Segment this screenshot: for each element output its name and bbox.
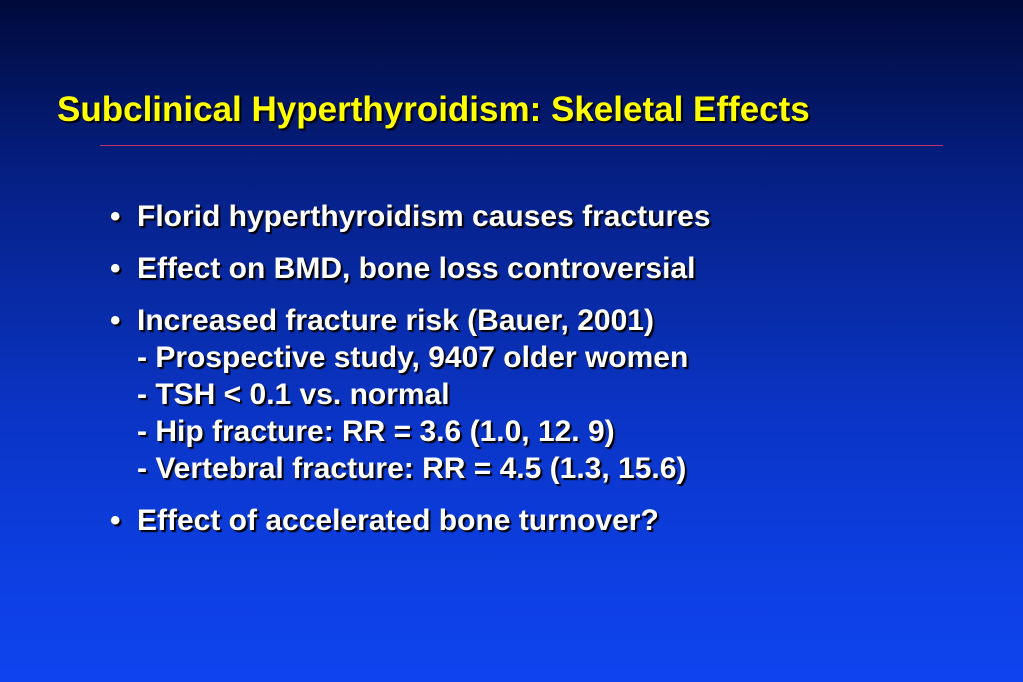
bullet-icon: • xyxy=(110,252,121,285)
bullet-item xyxy=(110,302,711,487)
bullet-icon: • xyxy=(110,504,121,537)
bullet-item xyxy=(110,198,711,235)
bullet-item xyxy=(110,502,711,539)
bullet-icon: • xyxy=(110,200,121,233)
bullet-text: Effect on BMD, bone loss controversial xyxy=(137,252,696,285)
bullet-icon: • xyxy=(110,304,121,337)
sub-point-vertebral-fracture: - Vertebral fracture: RR = 4.5 (1.3, 15.6) xyxy=(137,452,687,485)
bullet-text: Increased fracture risk (Bauer, 2001) xyxy=(137,304,654,337)
sub-point-tsh-comparison: - TSH < 0.1 vs. normal xyxy=(137,378,450,411)
sub-point-study-design: - Prospective study, 9407 older women xyxy=(137,341,689,374)
bullet-list xyxy=(110,198,711,554)
sub-point-hip-fracture: - Hip fracture: RR = 3.6 (1.0, 12. 9) xyxy=(137,415,615,448)
slide-title: Subclinical Hyperthyroidism: Skeletal Effects xyxy=(57,90,810,129)
bullet-text: Effect of accelerated bone turnover? xyxy=(137,504,659,537)
bullet-item xyxy=(110,250,711,287)
bullet-text: Florid hyperthyroidism causes fractures xyxy=(137,200,711,233)
title-divider xyxy=(100,145,943,146)
